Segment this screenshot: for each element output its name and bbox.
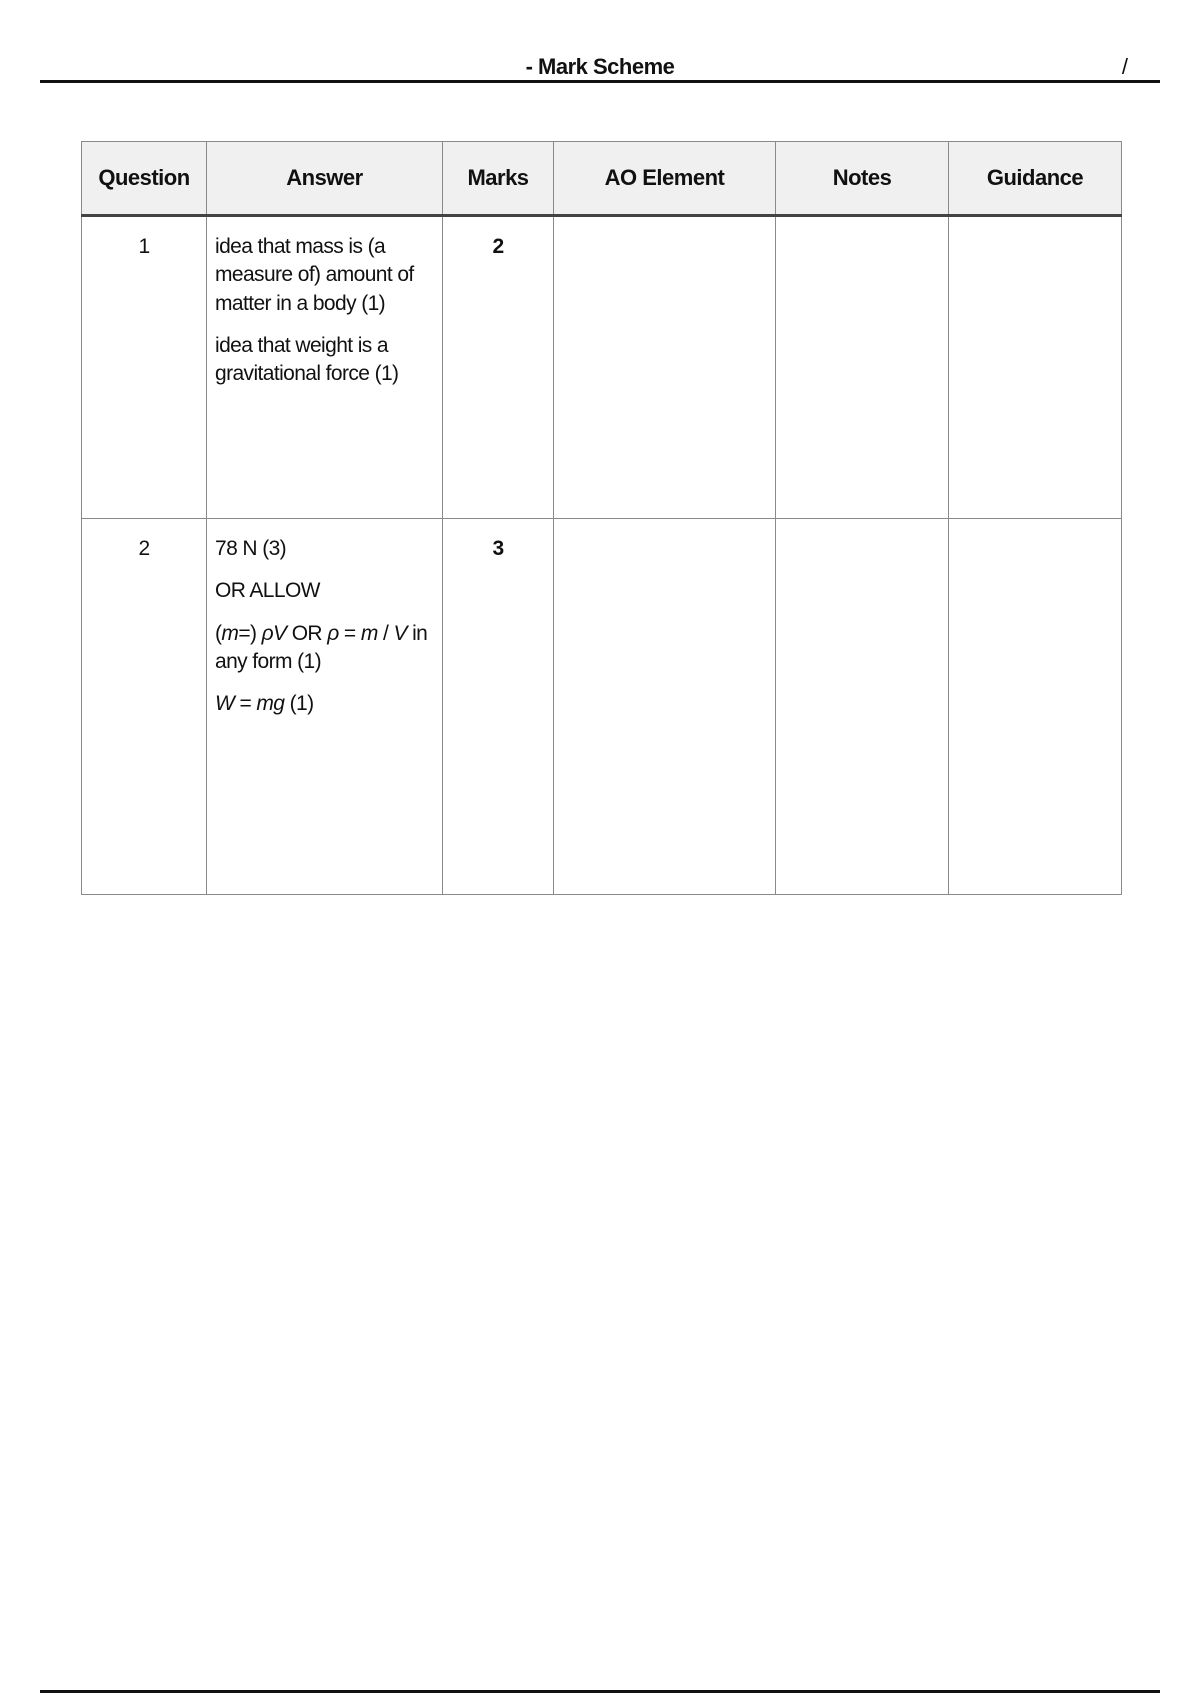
formula-text: OR: [286, 621, 328, 645]
answer-formula-weight: [215, 690, 436, 718]
ao-element-cell: [554, 519, 776, 895]
page-title: - Mark Scheme: [525, 54, 675, 79]
formula-symbol-mg: mg: [256, 692, 285, 716]
table-row: [82, 519, 1122, 895]
question-number: 1: [82, 216, 207, 519]
column-header-answer: Answer: [207, 142, 443, 216]
column-header-marks: Marks: [443, 142, 554, 216]
guidance-cell: [949, 519, 1122, 895]
column-header-guidance: Guidance: [949, 142, 1122, 216]
formula-text: =: [234, 692, 257, 716]
formula-text: (: [215, 621, 222, 645]
marks-value: 2: [443, 216, 554, 519]
answer-formula-density: [215, 620, 436, 677]
column-header-question: Question: [82, 142, 207, 216]
answer-cell: [207, 216, 443, 519]
formula-symbol-rho-v: ρV: [261, 621, 287, 645]
answer-cell: [207, 519, 443, 895]
answer-point: OR ALLOW: [215, 579, 320, 603]
mark-scheme-table: [81, 141, 1122, 895]
marks-value: 3: [443, 519, 554, 895]
page-header: [40, 50, 1160, 80]
formula-text: =): [238, 621, 262, 645]
footer-divider: [40, 1690, 1160, 1693]
formula-symbol-w: W: [215, 692, 235, 716]
notes-cell: [776, 216, 949, 519]
answer-point: idea that weight is a gravitational force (1): [215, 334, 399, 386]
table-row: [82, 216, 1122, 519]
formula-text: in any form (1): [215, 621, 428, 674]
formula-text: (1): [284, 692, 314, 716]
column-header-ao-element: AO Element: [554, 142, 776, 216]
answer-point: 78 N (3): [215, 537, 287, 560]
formula-symbol-rho: ρ: [327, 621, 339, 645]
table-header-row: [82, 142, 1122, 216]
ao-element-cell: [554, 216, 776, 519]
answer-point: idea that mass is (a measure of) amount of matter in a body (1): [215, 235, 414, 315]
header-page-marker: /: [1121, 54, 1128, 79]
formula-text: /: [377, 621, 394, 645]
formula-symbol-v: V: [393, 621, 407, 645]
question-number: 2: [82, 519, 207, 895]
formula-text: =: [338, 621, 361, 645]
guidance-cell: [949, 216, 1122, 519]
formula-symbol-m: m: [221, 621, 239, 645]
header-divider: [40, 80, 1160, 83]
column-header-notes: Notes: [776, 142, 949, 216]
notes-cell: [776, 519, 949, 895]
formula-symbol-m: m: [360, 621, 378, 645]
